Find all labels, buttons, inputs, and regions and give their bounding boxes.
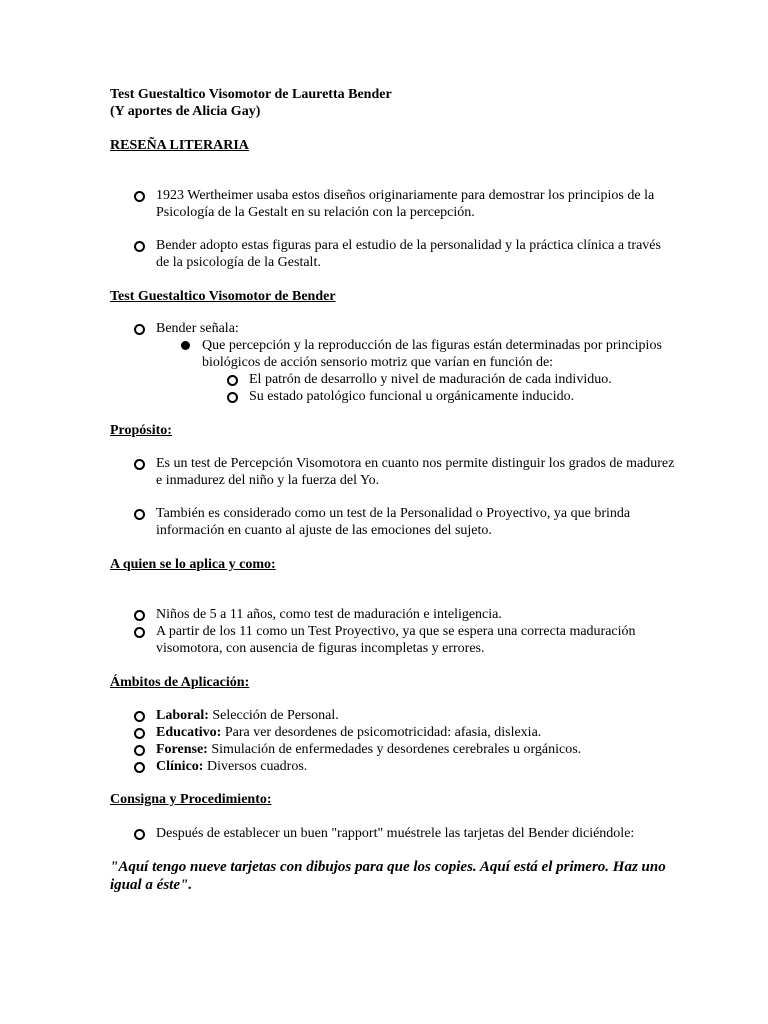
item-text: Simulación de enfermedades y desordenes cerebrales u orgánicos. (207, 742, 582, 757)
section-heading-aquien: A quien se lo aplica y como: (110, 557, 276, 572)
section-heading-test: Test Guestaltico Visomotor de Bender (110, 289, 336, 304)
circle-bullet-icon (134, 459, 145, 470)
list-item: A partir de los 11 como un Test Proyectivo, ya que se espera una correcta maduración visomotora, con ausencia de figuras incompletas y errores. (156, 624, 636, 656)
list-item: Niños de 5 a 11 años, como test de maduración e inteligencia. (156, 607, 502, 622)
sub-list-item: Que percepción y la reproducción de las figuras están determinadas por principios biológicos de acción sensorio motriz que varían en función de: (202, 338, 662, 370)
sub-sub-list-item: El patrón de desarrollo y nivel de maduración de cada individuo. (249, 372, 612, 387)
instruction-quote: "Aquí tengo nueve tarjetas con dibujos para que los copies. Aquí está el primero. Haz uno igual a éste". (110, 859, 666, 893)
document-title: Test Guestaltico Visomotor de Lauretta Bender (110, 87, 392, 102)
circle-bullet-icon (134, 829, 145, 840)
list-item: Bender adopto estas figuras para el estudio de la personalidad y la práctica clínica a través de la psicología de la Gestalt. (156, 238, 661, 270)
circle-bullet-icon (134, 610, 145, 621)
list-item: Es un test de Percepción Visomotora en cuanto nos permite distinguir los grados de madurez e inmadurez del niño y la fuerza del Yo. (156, 456, 675, 488)
circle-bullet-icon (227, 392, 238, 403)
circle-bullet-icon (134, 324, 145, 335)
item-text: Para ver desordenes de psicomotricidad: afasia, dislexia. (221, 725, 542, 740)
sub-sub-list-item: Su estado patológico funcional u orgánicamente inducido. (249, 389, 575, 404)
list-item (156, 707, 676, 724)
list-item: También es considerado como un test de la Personalidad o Proyectivo, ya que brinda información en cuanto al ajuste de las emociones del sujeto. (156, 506, 631, 538)
disc-bullet-icon (181, 341, 190, 350)
circle-bullet-icon (134, 711, 145, 722)
item-text: Diversos cuadros. (203, 759, 308, 774)
item-label: Laboral: (156, 708, 209, 723)
circle-bullet-icon (134, 241, 145, 252)
circle-bullet-icon (227, 375, 238, 386)
circle-bullet-icon (134, 627, 145, 638)
circle-bullet-icon (134, 762, 145, 773)
list-item: Después de establecer un buen "rapport" muéstrele las tarjetas del Bender diciéndole: (156, 826, 635, 841)
list-item (156, 758, 676, 775)
section-heading-ambitos: Ámbitos de Aplicación: (110, 675, 250, 690)
circle-bullet-icon (134, 191, 145, 202)
section-heading-resena: RESEÑA LITERARIA (110, 138, 249, 153)
list-item (156, 724, 676, 741)
item-text: Selección de Personal. (208, 708, 339, 723)
circle-bullet-icon (134, 509, 145, 520)
section-heading-consigna: Consigna y Procedimiento: (110, 792, 272, 807)
item-label: Clínico: (156, 759, 204, 774)
list-item: Bender señala: (156, 321, 239, 336)
list-item (156, 741, 676, 758)
section-heading-proposito: Propósito: (110, 423, 172, 438)
circle-bullet-icon (134, 728, 145, 739)
list-item: 1923 Wertheimer usaba estos diseños originariamente para demostrar los principios de la Psicología de la Gestalt en su relación con la percepción. (156, 188, 655, 220)
item-label: Educativo: (156, 725, 222, 740)
item-label: Forense: (156, 742, 208, 757)
circle-bullet-icon (134, 745, 145, 756)
document-subtitle: (Y aportes de Alicia Gay) (110, 104, 261, 119)
